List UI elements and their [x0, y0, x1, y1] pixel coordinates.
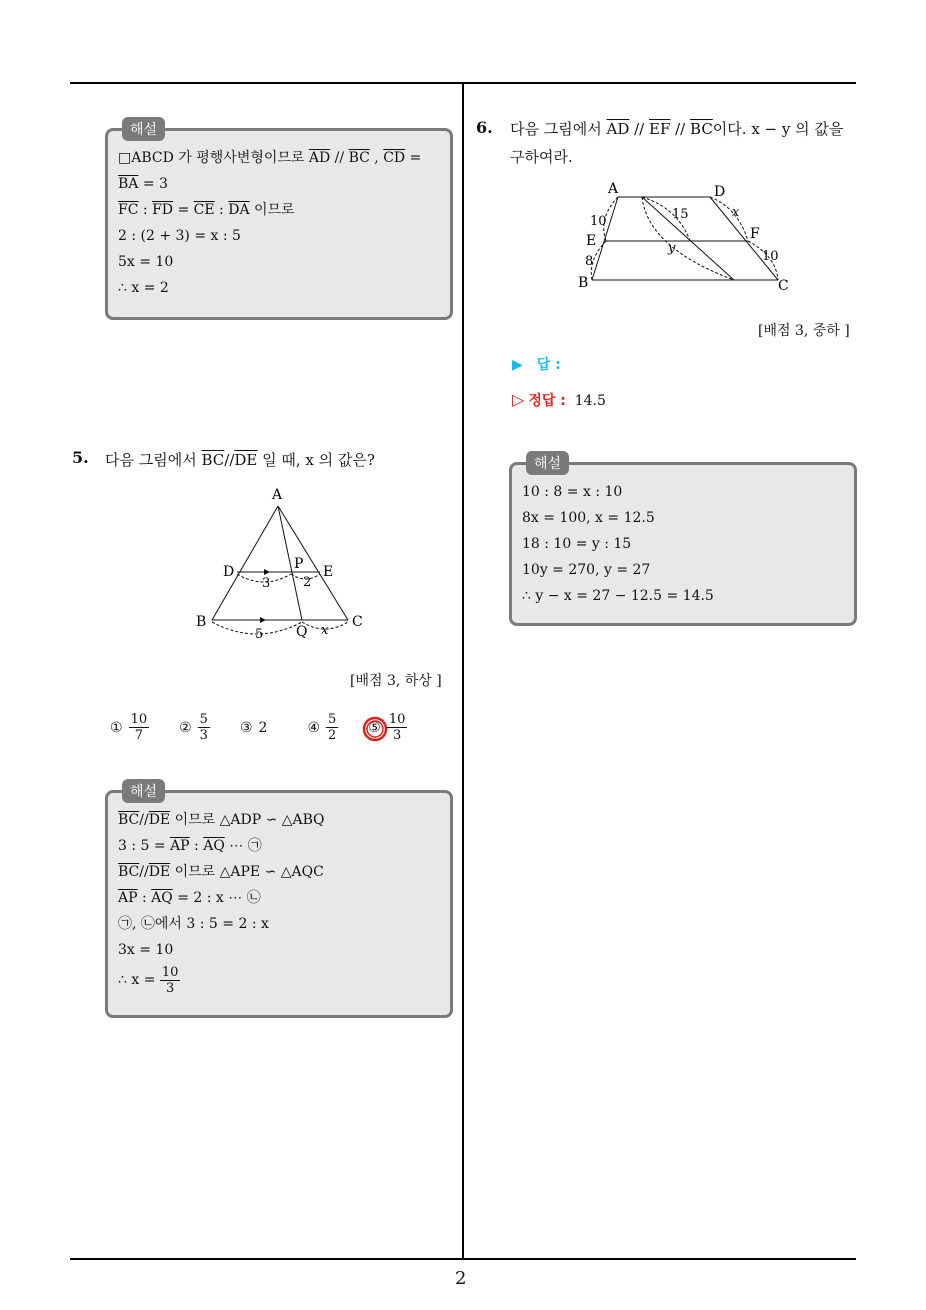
- outline-play-icon: ▷: [512, 390, 525, 409]
- label-e: E: [586, 233, 597, 249]
- solution-line: 3 : $5 = \overline{AP}$ : $\overline{AQ}$ ⋯ ㉠: [118, 838, 262, 854]
- label-10: 10: [590, 214, 607, 229]
- solution-box-1: [105, 122, 453, 320]
- solution-line: $\overline{BA} = 3$: [118, 176, 168, 192]
- score-label: [배점 3, 중하 ]: [758, 323, 850, 339]
- choice-3[interactable]: ③ 2: [239, 719, 268, 736]
- label-10-right: 10: [762, 249, 779, 264]
- question-text: 다음 그림에서 $\overline{AD} // \overline{EF} // \overline{BC}$이다. x − y 의 값을 구하여라.: [510, 120, 844, 166]
- answer-choices: [110, 712, 437, 743]
- label-b: B: [578, 275, 589, 291]
- label-e: E: [323, 564, 334, 580]
- choice-1[interactable]: ① $\frac{10}{7}$: [110, 712, 148, 743]
- label-y: y: [668, 241, 676, 256]
- label-a: A: [272, 487, 283, 503]
- solution-line: ㉠, ㉡에서 3 : 5 = 2 : x: [118, 916, 269, 932]
- solution-line: ∴ y − x = 27 − 12.5 = 14.5: [522, 588, 714, 604]
- label-c: C: [778, 278, 789, 294]
- solution-line: 3x = 10: [118, 942, 174, 958]
- label-f: F: [750, 226, 760, 242]
- solution-line: 2 : (2 + 3) = x : 5: [118, 228, 241, 244]
- label-x: x: [321, 623, 329, 638]
- solution-line: 10 : 8 = x : 10: [522, 484, 623, 500]
- label-15: 15: [672, 207, 689, 222]
- solution-line: $\overline{BC}//\overline{DE}$ 이므로 △ADP ∽ △ABQ: [118, 812, 325, 828]
- trapezoid-figure: [578, 178, 798, 296]
- column-divider: [462, 82, 464, 1260]
- label-d: D: [223, 564, 235, 580]
- solution-tag: 해설: [526, 451, 569, 475]
- label-a: A: [608, 181, 619, 197]
- solution-line: ∴ x = $\frac{10}{3}$: [118, 964, 179, 996]
- label-b: B: [196, 614, 207, 630]
- solution-line: $\overline{BC}//\overline{DE}$ 이므로 △APE ∽ △AQC: [118, 864, 324, 880]
- question-text: 다음 그림에서 $\overline{BC}//\overline{DE}$ 일 때, x 의 값은?: [105, 451, 375, 469]
- solution-box-3: [509, 456, 857, 626]
- triangle-figure: [190, 482, 380, 644]
- question-number: 6.: [476, 118, 493, 137]
- solution-box-2: [105, 784, 453, 1018]
- label-p: P: [294, 556, 304, 572]
- choice-4[interactable]: ④ $\frac{5}{2}$: [307, 712, 337, 743]
- label-5: 5: [255, 627, 264, 642]
- correct-answer-value: 14.5: [574, 393, 606, 409]
- question-number: 5.: [72, 448, 89, 467]
- page-number: 2: [455, 1268, 467, 1289]
- correct-answer-row: ▷ 정답 : 14.5: [512, 390, 606, 409]
- choice-2[interactable]: ② $\frac{5}{3}$: [179, 712, 208, 743]
- solution-line: 10y = 270, y = 27: [522, 562, 651, 578]
- solution-tag: 해설: [122, 779, 165, 803]
- play-icon: ▶: [512, 357, 523, 373]
- solution-line: $\overline{FC}$ : $\overline{FD} = \overline{CE}$ : $\overline{DA}$ 이므로: [118, 202, 295, 218]
- label-8: 8: [585, 254, 594, 269]
- solution-line: $\overline{AP}$ : $\overline{AQ} = 2$ : x ⋯ ㉡: [118, 890, 261, 906]
- label-d: D: [714, 184, 726, 200]
- bottom-rule: [70, 1258, 856, 1260]
- solution-line: 8x = 100, x = 12.5: [522, 510, 655, 526]
- label-2: 2: [303, 575, 312, 590]
- score-label: [배점 3, 하상 ]: [350, 673, 442, 689]
- solution-line: 5x = 10: [118, 254, 174, 270]
- answer-row: ▶ 답 :: [512, 357, 561, 373]
- solution-line: □ABCD 가 평행사변형이므로 $\overline{AD} // \overline{BC}$ , $\overline{CD}$ =: [118, 150, 422, 166]
- solution-line: 18 : 10 = y : 15: [522, 536, 632, 552]
- solution-line: ∴ x = 2: [118, 280, 169, 296]
- label-x: x: [732, 205, 740, 220]
- label-c: C: [352, 614, 363, 630]
- label-q: Q: [296, 624, 308, 640]
- choice-5[interactable]: ⑤ $\frac{10}{3}$: [368, 712, 407, 743]
- label-3: 3: [262, 576, 271, 591]
- solution-tag: 해설: [122, 117, 165, 141]
